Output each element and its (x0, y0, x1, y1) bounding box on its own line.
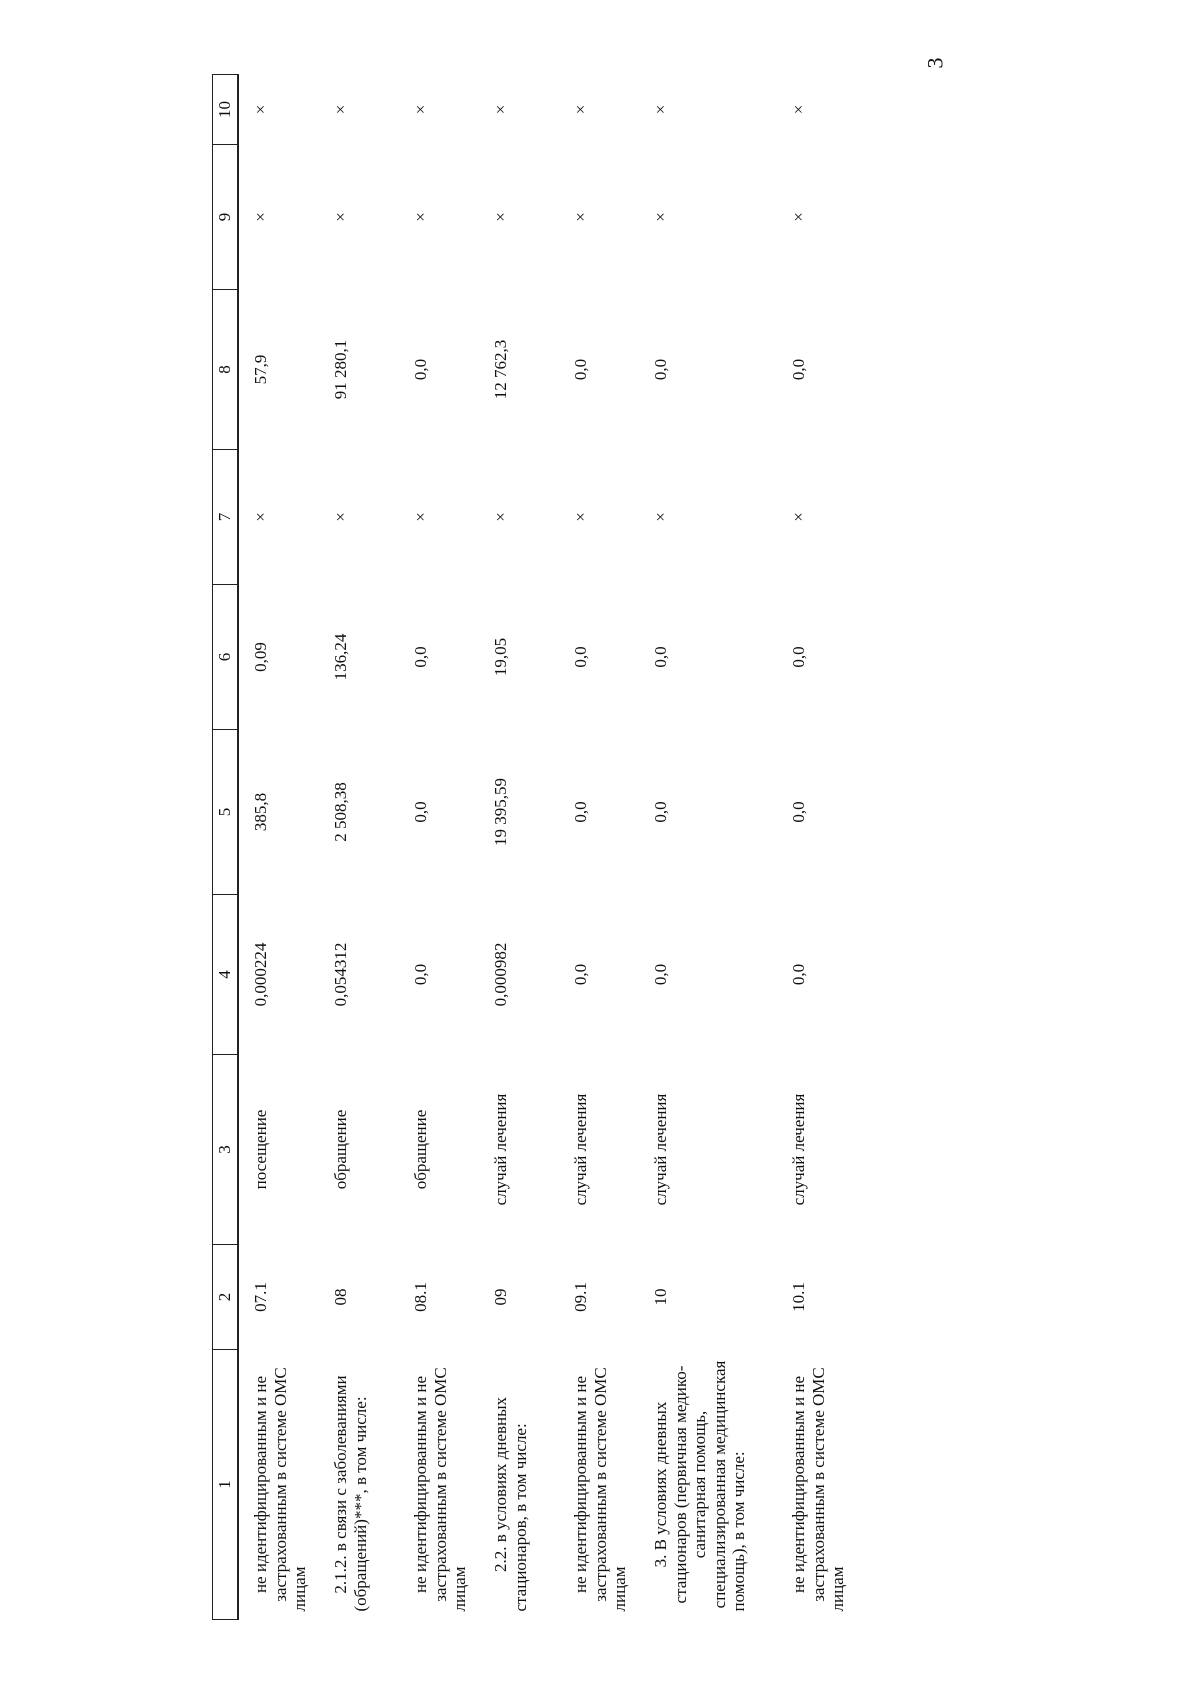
row-code: 09.1 (571, 1282, 590, 1312)
table-row (777, 75, 857, 1620)
row-unit: случай лечения (571, 1093, 590, 1206)
col-header-2: 2 (213, 1245, 239, 1350)
cell-col10: × (411, 104, 430, 115)
row-label: не идентифицированным и не застрахованным в системе ОМС лицам (411, 1367, 470, 1612)
row-unit: случай лечения (491, 1093, 510, 1206)
data-table (212, 74, 857, 1620)
cell-col5: 0,0 (571, 801, 590, 823)
row-unit: обращение (331, 1109, 350, 1190)
table-row (238, 75, 319, 1620)
cell-col6: 0,0 (571, 646, 590, 668)
header-row (213, 75, 239, 1620)
cell-col4: 0,000982 (491, 942, 510, 1007)
cell-col4: 0,000224 (251, 942, 270, 1007)
cell-col7: × (251, 512, 270, 522)
cell-col10: × (789, 104, 808, 115)
cell-col9: × (789, 212, 808, 222)
row-label: не идентифицированным и не застрахованным в системе ОМС лицам (571, 1367, 630, 1612)
row-unit: обращение (411, 1109, 430, 1190)
cell-col6: 0,0 (789, 646, 808, 668)
cell-col7: × (651, 512, 670, 522)
cell-col5: 19 395,59 (491, 778, 510, 846)
cell-col7: × (789, 512, 808, 522)
cell-col8: 0,0 (789, 358, 808, 381)
col-header-8: 8 (213, 290, 239, 450)
cell-col10: × (251, 104, 270, 115)
col-header-1: 1 (213, 1350, 239, 1620)
col-header-4: 4 (213, 895, 239, 1055)
cell-col8: 12 762,3 (491, 339, 510, 400)
cell-col8: 0,0 (651, 358, 670, 381)
cell-col8: 57,9 (251, 354, 270, 385)
cell-col7: × (331, 512, 350, 522)
cell-col7: × (571, 512, 590, 522)
cell-col10: × (331, 104, 350, 115)
row-unit: случай лечения (789, 1093, 808, 1206)
row-code: 09 (491, 1288, 510, 1306)
cell-col5: 0,0 (651, 801, 670, 823)
cell-col6: 136,24 (331, 633, 350, 681)
cell-col6: 19,05 (491, 637, 510, 677)
col-header-9: 9 (213, 145, 239, 290)
cell-col7: × (411, 512, 430, 522)
table-row (399, 75, 479, 1620)
col-header-5: 5 (213, 730, 239, 895)
cell-col10: × (491, 104, 510, 115)
table-row (639, 75, 777, 1620)
cell-col9: × (251, 212, 270, 222)
cell-col6: 0,09 (251, 642, 270, 672)
cell-col5: 0,0 (411, 801, 430, 823)
cell-col4: 0,0 (651, 963, 670, 986)
cell-col10: × (651, 104, 670, 115)
cell-col5: 0,0 (789, 801, 808, 823)
row-label: 2.2. в условиях дневных стационаров, в том числе: (491, 1396, 530, 1612)
cell-col9: × (651, 212, 670, 222)
cell-col6: 0,0 (651, 646, 670, 668)
cell-col9: × (491, 212, 510, 222)
table-row (479, 75, 559, 1620)
row-label: 2.1.2. в связи с заболеваниями (обращений)***, в том числе: (331, 1375, 370, 1612)
cell-col8: 91 280,1 (331, 339, 350, 400)
cell-col9: × (571, 212, 590, 222)
row-code: 08 (331, 1288, 350, 1306)
cell-col7: × (491, 512, 510, 522)
col-header-7: 7 (213, 450, 239, 585)
cell-col6: 0,0 (411, 646, 430, 668)
row-label: не идентифицированным и не застрахованным в системе ОМС лицам (251, 1367, 310, 1612)
cell-col4: 0,0 (571, 963, 590, 986)
row-code: 08.1 (411, 1282, 430, 1312)
cell-col4: 0,0 (789, 963, 808, 986)
col-header-3: 3 (213, 1055, 239, 1245)
cell-col10: × (571, 104, 590, 115)
cell-col8: 0,0 (571, 358, 590, 381)
row-unit: случай лечения (651, 1093, 670, 1206)
row-code: 07.1 (251, 1282, 270, 1312)
cell-col5: 2 508,38 (331, 782, 350, 842)
cell-col9: × (331, 212, 350, 222)
cell-col4: 0,054312 (331, 942, 350, 1007)
cell-col4: 0,0 (411, 963, 430, 986)
col-header-10: 10 (213, 75, 239, 145)
row-code: 10 (651, 1288, 670, 1306)
cell-col9: × (411, 212, 430, 222)
table-row (559, 75, 639, 1620)
row-label: 3. В условиях дневных стационаров (первичная медико-санитарная помощь, специализированная медицинская помощь), в том числе: (651, 1360, 749, 1612)
page-number: 3 (922, 57, 948, 69)
row-code: 10.1 (789, 1282, 808, 1312)
row-unit: посещение (251, 1109, 270, 1190)
cell-col8: 0,0 (411, 358, 430, 381)
col-header-6: 6 (213, 585, 239, 730)
row-label: не идентифицированным и не застрахованным в системе ОМС лицам (789, 1367, 848, 1612)
rotated-table-container (212, 75, 992, 1620)
cell-col5: 385,8 (251, 792, 270, 832)
table-row (319, 75, 399, 1620)
